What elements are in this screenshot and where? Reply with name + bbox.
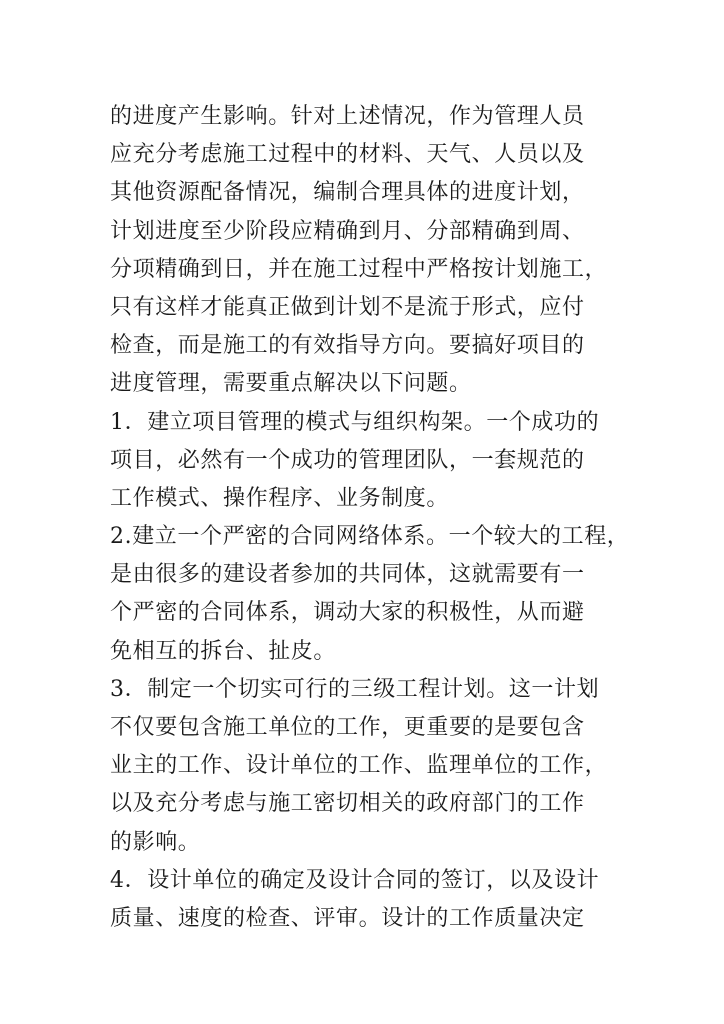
text-line: 的影响。: [110, 829, 201, 855]
text-line: 工作模式、操作程序、业务制度。: [110, 485, 450, 511]
text-line: 个严密的合同体系，调动大家的积极性，从而避: [110, 600, 585, 626]
list-item-3-line: 3．制定一个切实可行的三级工程计划。这一计划: [110, 676, 600, 702]
text-line: 计划进度至少阶段应精确到月、分部精确到周、: [110, 218, 585, 244]
body-text: [110, 98, 630, 938]
text-line: 质量、速度的检查、评审。设计的工作质量决定: [110, 905, 585, 931]
text-line: 应充分考虑施工过程中的材料、天气、人员以及: [110, 142, 585, 168]
text-line: 进度管理，需要重点解决以下问题。: [110, 371, 472, 397]
list-item-4-line: 4．设计单位的确定及设计合同的签订，以及设计: [110, 867, 600, 893]
text-line: 的进度产生影响。针对上述情况，作为管理人员: [110, 104, 585, 129]
list-item-1-line: 1．建立项目管理的模式与组织构架。一个成功的: [110, 409, 600, 435]
text-line: 检查，而是施工的有效指导方向。要搞好项目的: [110, 333, 585, 359]
text-line: 只有这样才能真正做到计划不是流于形式，应付: [110, 294, 585, 320]
text-line: 分项精确到日，并在施工过程中严格按计划施工，: [110, 256, 608, 282]
text-line: 业主的工作、设计单位的工作、监理单位的工作，: [110, 753, 608, 779]
text-line: 以及充分考虑与施工密切相关的政府部门的工作: [110, 791, 585, 817]
text-line: 是由很多的建设者参加的共同体，这就需要有一: [110, 562, 585, 588]
text-line: 不仅要包含施工单位的工作，更重要的是要包含: [110, 715, 585, 740]
text-line: 其他资源配备情况，编制合理具体的进度计划，: [110, 180, 585, 206]
list-item-2-line: 2.建立一个严密的合同网络体系。一个较大的工程，: [110, 524, 630, 550]
text-line: 免相互的拆台、扯皮。: [110, 638, 337, 664]
text-line: 项目，必然有一个成功的管理团队，一套规范的: [110, 447, 585, 473]
